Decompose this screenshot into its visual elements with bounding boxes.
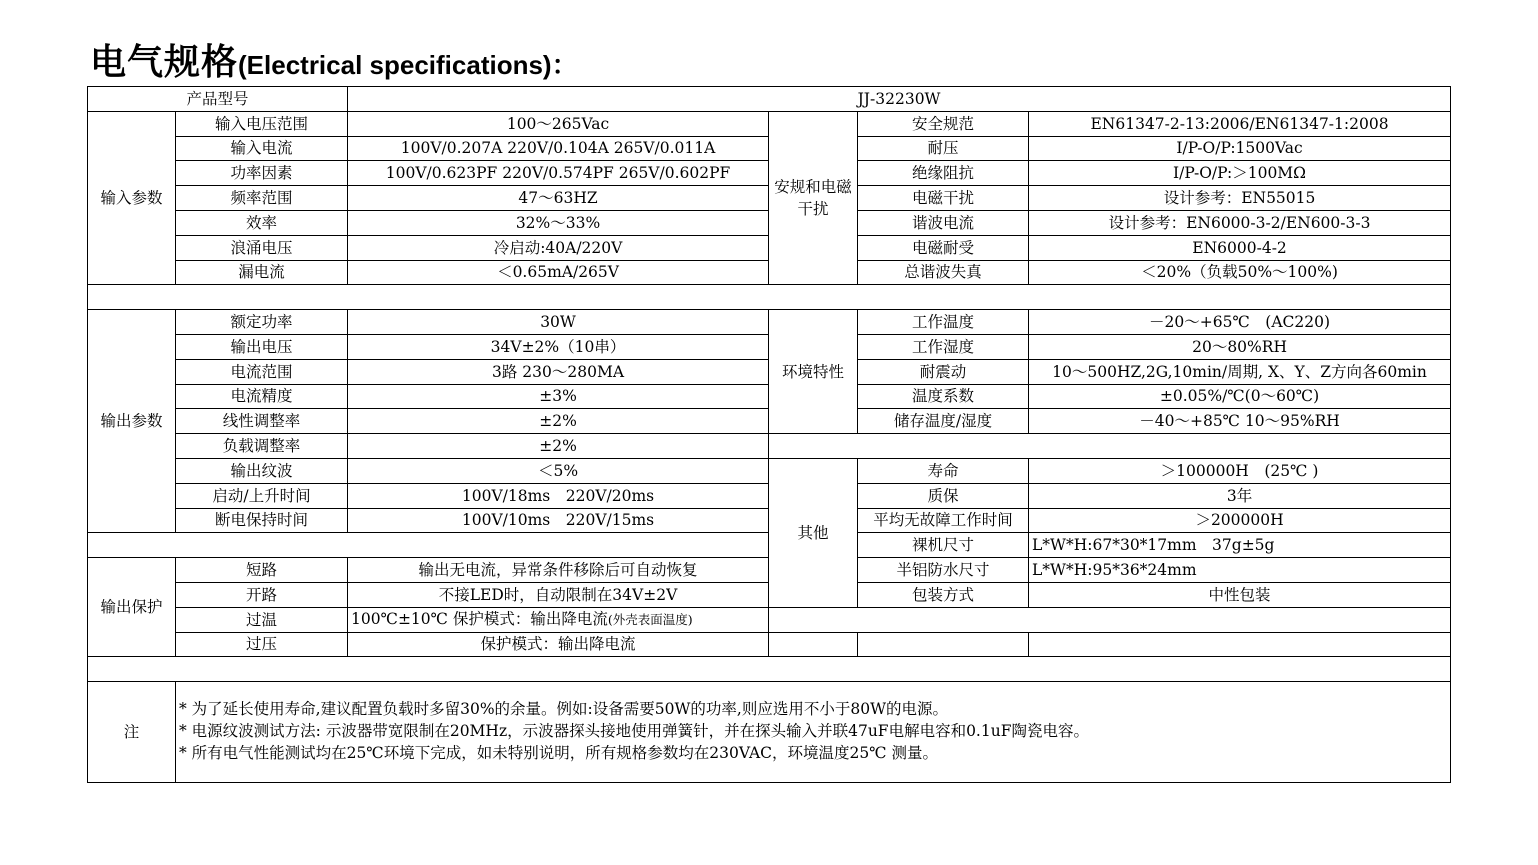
output-label: 断电保持时间 (176, 508, 348, 533)
input-group-label: 输入参数 (88, 111, 176, 285)
empty-cell (769, 632, 858, 657)
safety-label: 绝缘阻抗 (858, 161, 1029, 186)
output-value: 100V/10ms 220V/15ms (348, 508, 769, 533)
output-label: 输出纹波 (176, 458, 348, 483)
input-label: 效率 (176, 210, 348, 235)
other-value: L*W*H:67*30*17mm 37g±5g (1029, 533, 1451, 558)
output-value: ±3% (348, 384, 769, 409)
input-value: 47～63HZ (348, 186, 769, 211)
notes-content (176, 682, 1451, 783)
protection-label: 短路 (176, 558, 348, 583)
table-row (88, 111, 1451, 136)
other-value: 3年 (1029, 483, 1451, 508)
input-value: 冷启动:40A/220V (348, 235, 769, 260)
environment-label: 温度系数 (858, 384, 1029, 409)
other-label: 裸机尺寸 (858, 533, 1029, 558)
environment-value: －20～+65℃ (AC220) (1029, 310, 1451, 335)
input-value: 100V/0.623PF 220V/0.574PF 265V/0.602PF (348, 161, 769, 186)
output-value: 100V/18ms 220V/20ms (348, 483, 769, 508)
safety-value: I/P-O/P:＞100MΩ (1029, 161, 1451, 186)
output-label: 电流范围 (176, 359, 348, 384)
spacer-row (88, 657, 1451, 682)
environment-label: 储存温度/湿度 (858, 409, 1029, 434)
output-value: ±2% (348, 409, 769, 434)
other-label: 包装方式 (858, 582, 1029, 607)
table-row (88, 607, 1451, 632)
other-group-label: 其他 (769, 458, 858, 607)
safety-label: 耐压 (858, 136, 1029, 161)
output-label: 负载调整率 (176, 434, 348, 459)
input-value: 100V/0.207A 220V/0.104A 265V/0.011A (348, 136, 769, 161)
protection-value: 保护模式：输出降电流 (348, 632, 769, 657)
model-row (88, 87, 1451, 112)
output-group-label: 输出参数 (88, 310, 176, 533)
other-value: ＞100000H (25℃ ) (1029, 458, 1451, 483)
environment-value: 10～500HZ,2G,10min/周期, X、Y、Z方向各60min (1029, 359, 1451, 384)
spec-table (87, 86, 1451, 783)
input-value: ＜0.65mA/265V (348, 260, 769, 285)
protection-group-label: 输出保护 (88, 558, 176, 657)
empty-cell (769, 434, 1451, 459)
environment-label: 耐震动 (858, 359, 1029, 384)
title-zh: 电气规格 (90, 42, 239, 83)
protection-value: 输出无电流，异常条件移除后可自动恢复 (348, 558, 769, 583)
input-label: 输入电压范围 (176, 111, 348, 136)
safety-label: 电磁干扰 (858, 186, 1029, 211)
model-value: JJ-32230W (348, 87, 1451, 112)
output-label: 线性调整率 (176, 409, 348, 434)
input-label: 漏电流 (176, 260, 348, 285)
empty-cell (88, 533, 769, 558)
spacer-cell (88, 657, 1451, 682)
page-title (90, 34, 578, 84)
safety-value: EN61347-2-13:2006/EN61347-1:2008 (1029, 111, 1451, 136)
output-label: 电流精度 (176, 384, 348, 409)
output-value: 30W (348, 310, 769, 335)
environment-label: 工作湿度 (858, 334, 1029, 359)
safety-label: 谐波电流 (858, 210, 1029, 235)
output-value: 3路 230～280MA (348, 359, 769, 384)
protection-value (348, 607, 769, 632)
input-label: 浪涌电压 (176, 235, 348, 260)
input-label: 功率因素 (176, 161, 348, 186)
environment-value: 20～80%RH (1029, 334, 1451, 359)
input-value: 100～265Vac (348, 111, 769, 136)
other-label: 半铝防水尺寸 (858, 558, 1029, 583)
protection-value: 不接LED时，自动限制在34V±2V (348, 582, 769, 607)
protection-label: 过温 (176, 607, 348, 632)
environment-value: －40～+85℃ 10～95%RH (1029, 409, 1451, 434)
empty-cell (1029, 632, 1451, 657)
model-label: 产品型号 (88, 87, 348, 112)
input-value: 32%～33% (348, 210, 769, 235)
overtemp-note: (外壳表面温度) (607, 612, 693, 628)
output-value: ±2% (348, 434, 769, 459)
other-label: 质保 (858, 483, 1029, 508)
table-row (88, 434, 1451, 459)
overtemp-value: 100℃±10℃ 保护模式：输出降电流 (351, 610, 608, 629)
empty-cell (769, 607, 1451, 632)
safety-value: 设计参考：EN6000-3-2/EN600-3-3 (1029, 210, 1451, 235)
other-label: 寿命 (858, 458, 1029, 483)
note-line: * 为了延长使用寿命,建议配置负载时多留30%的余量。例如:设备需要50W的功率,则应选用不小于80W的电源。 (179, 700, 949, 719)
safety-value: 设计参考：EN55015 (1029, 186, 1451, 211)
table-row (88, 632, 1451, 657)
note-line: * 所有电气性能测试均在25℃环境下完成，如未特别说明，所有规格参数均在230VAC，环境温度25℃ 测量。 (179, 744, 939, 763)
environment-group-label: 环境特性 (769, 310, 858, 434)
input-label: 输入电流 (176, 136, 348, 161)
protection-label: 开路 (176, 582, 348, 607)
spacer-cell (88, 285, 1451, 310)
title-en: (Electrical specifications)： (238, 50, 578, 80)
notes-label: 注 (88, 682, 176, 783)
environment-label: 工作温度 (858, 310, 1029, 335)
output-label: 启动/上升时间 (176, 483, 348, 508)
notes-row (88, 682, 1451, 783)
spacer-row (88, 285, 1451, 310)
note-line: * 电源纹波测试方法: 示波器带宽限制在20MHz，示波器探头接地使用弹簧针，并在探头输入并联47uF电解电容和0.1uF陶瓷电容。 (179, 722, 1089, 741)
other-value: 中性包装 (1029, 582, 1451, 607)
table-row (88, 310, 1451, 335)
safety-value: I/P-O/P:1500Vac (1029, 136, 1451, 161)
output-label: 额定功率 (176, 310, 348, 335)
safety-group-label: 安规和电磁干扰 (769, 111, 858, 285)
table-row (88, 458, 1451, 483)
input-label: 频率范围 (176, 186, 348, 211)
safety-label: 电磁耐受 (858, 235, 1029, 260)
other-label: 平均无故障工作时间 (858, 508, 1029, 533)
safety-label: 总谐波失真 (858, 260, 1029, 285)
output-value: ＜5% (348, 458, 769, 483)
protection-label: 过压 (176, 632, 348, 657)
safety-value: EN6000-4-2 (1029, 235, 1451, 260)
environment-value: ±0.05%/℃(0～60℃) (1029, 384, 1451, 409)
other-value: ＞200000H (1029, 508, 1451, 533)
empty-cell (858, 632, 1029, 657)
other-value: L*W*H:95*36*24mm (1029, 558, 1451, 583)
output-value: 34V±2%（10串） (348, 334, 769, 359)
output-label: 输出电压 (176, 334, 348, 359)
safety-label: 安全规范 (858, 111, 1029, 136)
safety-value: ＜20%（负载50%～100%) (1029, 260, 1451, 285)
